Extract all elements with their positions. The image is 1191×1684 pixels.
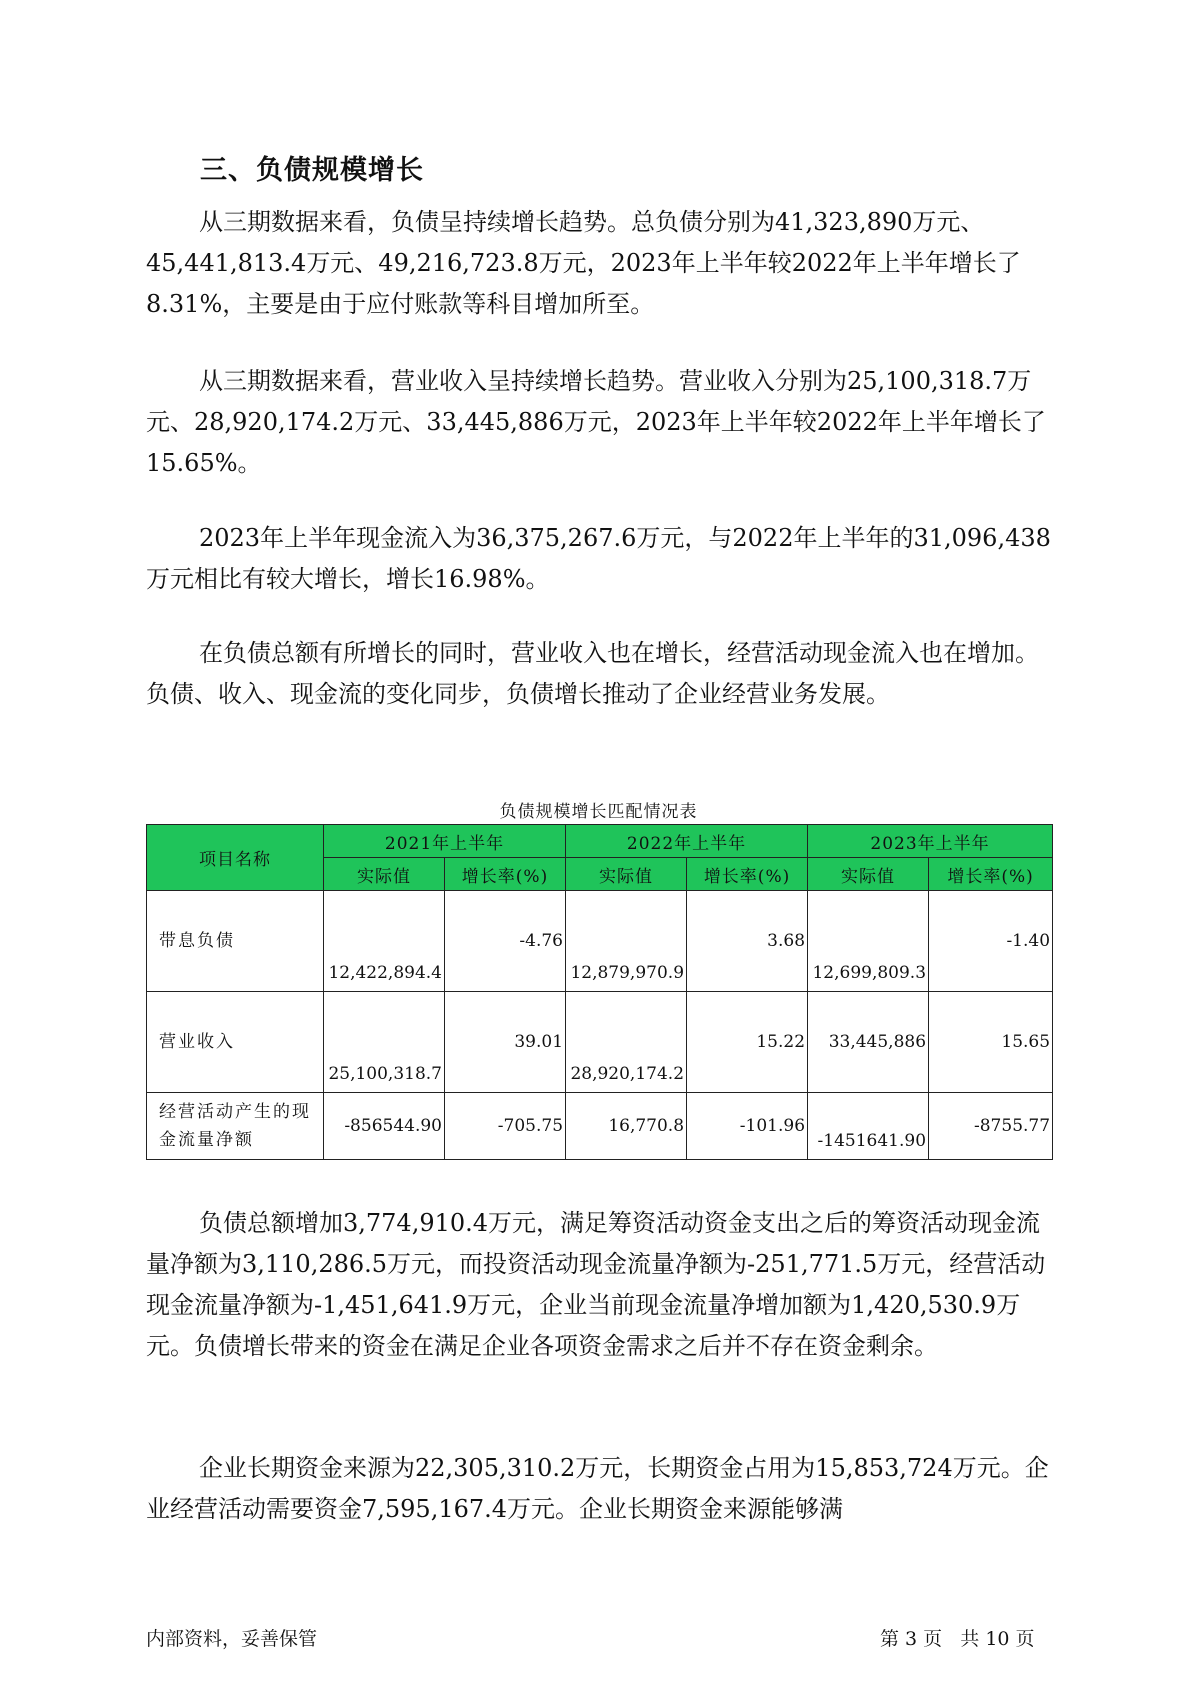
header-actual-2023: 实际值	[808, 858, 929, 891]
paragraph-cash-inflow: 2023年上半年现金流入为36,375,267.6万元，与2022年上半年的31,096,438万元相比有较大增长，增长16.98%。	[146, 524, 1051, 593]
header-rate-2021: 增长率(%)	[445, 858, 566, 891]
header-actual-2022: 实际值	[566, 858, 687, 891]
cell-rate: 15.22	[687, 992, 808, 1093]
table-caption: 负债规模增长匹配情况表	[499, 802, 698, 822]
header-actual-2021: 实际值	[324, 858, 445, 891]
row-name: 营业收入	[147, 992, 324, 1093]
cell-actual: 25,100,318.7	[324, 992, 445, 1093]
header-rate-2023: 增长率(%)	[929, 858, 1053, 891]
cell-actual: 12,699,809.3	[808, 891, 929, 992]
table-row	[147, 992, 1053, 1093]
header-rate-2022: 增长率(%)	[687, 858, 808, 891]
cell-actual: 28,920,174.2	[566, 992, 687, 1093]
header-period-2021: 2021年上半年	[324, 825, 566, 858]
cell-rate: 15.65	[929, 992, 1053, 1093]
cell-actual: -856544.90	[324, 1093, 445, 1160]
cell-actual: 12,422,894.4	[324, 891, 445, 992]
table-row	[147, 1093, 1053, 1160]
paragraph-long-term-funds: 企业长期资金来源为22,305,310.2万元，长期资金占用为15,853,724万元。企业经营活动需要资金7,595,167.4万元。企业长期资金来源能够满	[146, 1454, 1049, 1523]
cell-rate: -1.40	[929, 891, 1053, 992]
paragraph-total-liabilities: 从三期数据来看，负债呈持续增长趋势。总负债分别为41,323,890万元、45,441,813.4万元、49,216,723.8万元，2023年上半年较2022年上半年增长了8.31%，主要是由于应付账款等科目增加所至。	[146, 208, 1021, 318]
paragraph-sync-growth: 在负债总额有所增长的同时，营业收入也在增长，经营活动现金流入也在增加。负债、收入、现金流的变化同步，负债增长推动了企业经营业务发展。	[146, 639, 1039, 708]
header-item-name: 项目名称	[147, 825, 324, 891]
cell-actual: 12,879,970.9	[566, 891, 687, 992]
cell-actual: -1451641.90	[808, 1093, 929, 1160]
liability-match-table	[146, 824, 1053, 1160]
cell-rate: -8755.77	[929, 1093, 1053, 1160]
row-name: 带息负债	[147, 891, 324, 992]
cell-rate: -705.75	[445, 1093, 566, 1160]
paragraph-cash-flow-detail: 负债总额增加3,774,910.4万元，满足筹资活动资金支出之后的筹资活动现金流量净额为3,110,286.5万元，而投资活动现金流量净额为-251,771.5万元，经营活动现金流量净额为-1,451,641.9万元，企业当前现金流量净增加额为1,420,530.9万元。负债增长带来的资金在满足企业各项资金需求之后并不存在资金剩余。	[146, 1209, 1046, 1360]
cell-rate: -4.76	[445, 891, 566, 992]
header-period-2023: 2023年上半年	[808, 825, 1053, 858]
footer-confidential: 内部资料，妥善保管	[146, 1628, 318, 1650]
cell-actual: 33,445,886	[808, 992, 929, 1093]
header-period-2022: 2022年上半年	[566, 825, 808, 858]
cell-actual: 16,770.8	[566, 1093, 687, 1160]
paragraph-revenue: 从三期数据来看，营业收入呈持续增长趋势。营业收入分别为25,100,318.7万元、28,920,174.2万元、33,445,886万元，2023年上半年较2022年上半年增长了15.65%。	[146, 367, 1046, 477]
cell-rate: 39.01	[445, 992, 566, 1093]
footer-page-number: 第 3 页 共 10 页	[880, 1628, 1035, 1650]
cell-rate: 3.68	[687, 891, 808, 992]
section-heading: 三、负债规模增长	[200, 155, 424, 186]
row-name: 经营活动产生的现金流量净额	[147, 1093, 324, 1160]
cell-rate: -101.96	[687, 1093, 808, 1160]
table-row	[147, 891, 1053, 992]
